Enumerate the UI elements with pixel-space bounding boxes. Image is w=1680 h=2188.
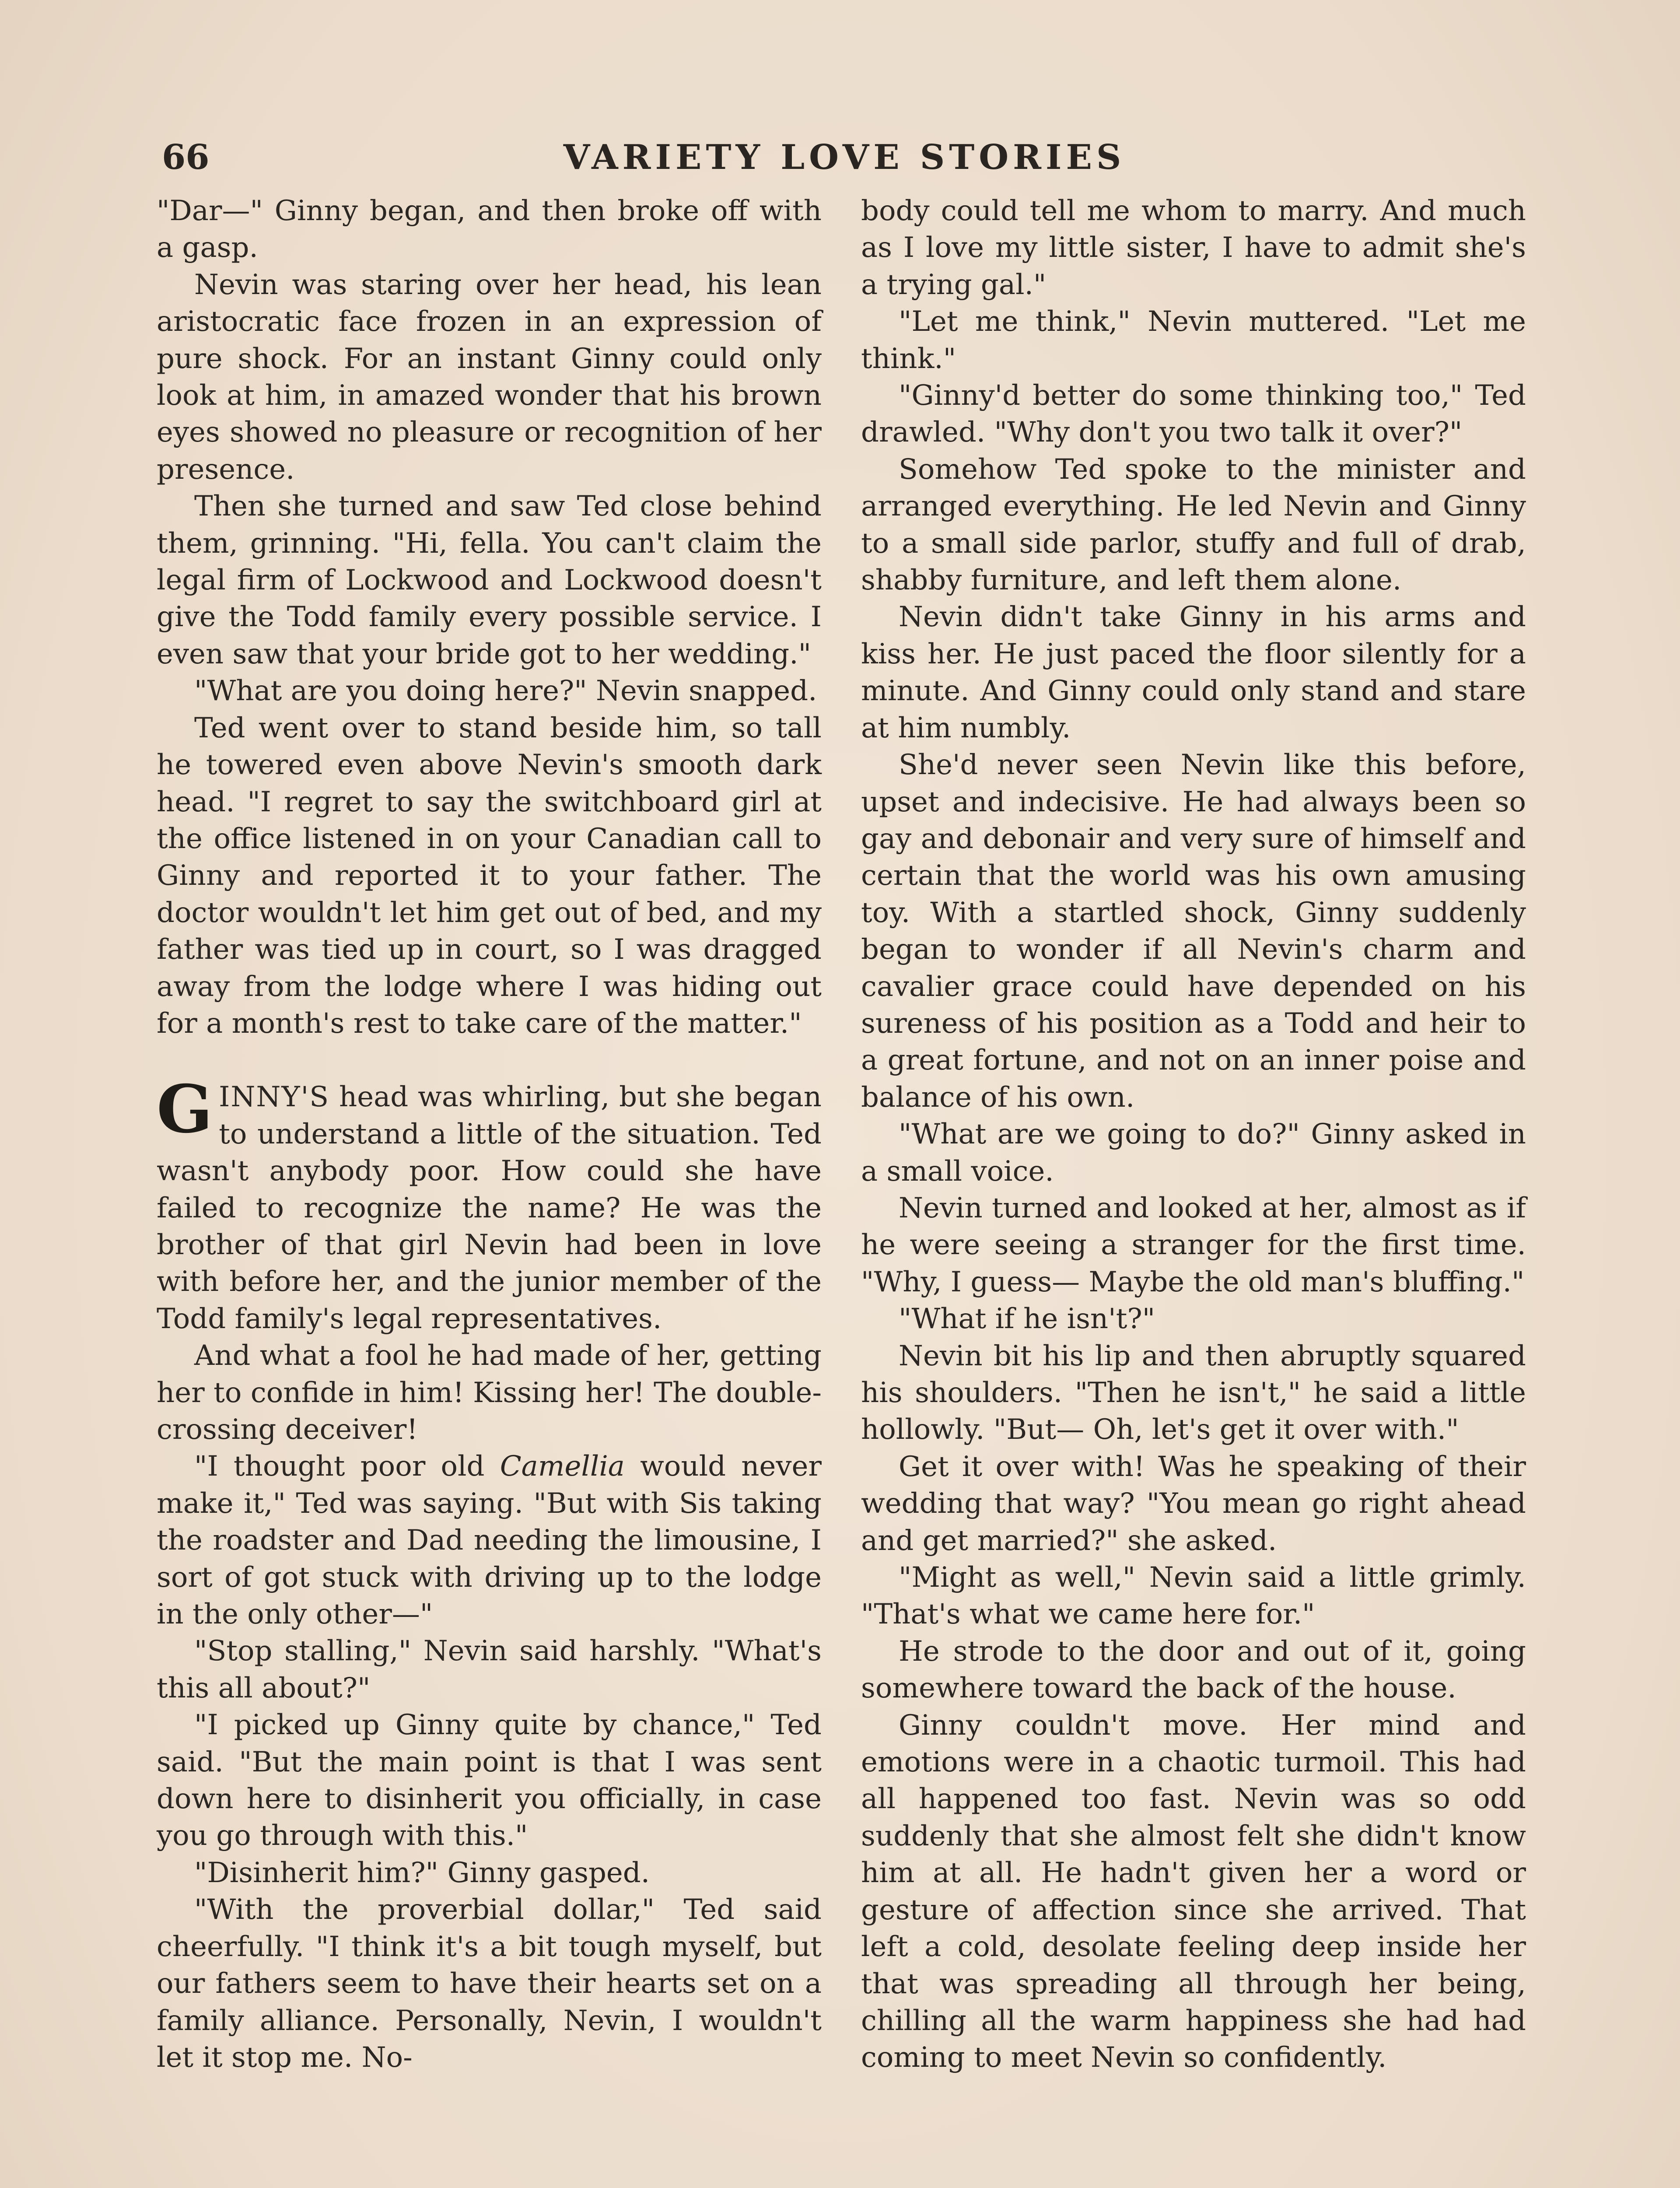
paragraph-text: would never make it," Ted was saying. "But with Sis taking the roadster and Dad needing the limousine, I sort of got stuck with driving up to the lodge in the only other—" [157, 1450, 822, 1631]
paragraph: "Ginny'd better do some thinking too," Ted drawled. "Why don't you two talk it over?" [861, 379, 1526, 449]
paragraph-text: "I thought poor old [194, 1450, 500, 1483]
drop-cap: G [157, 1071, 213, 1148]
paragraph: Then she turned and saw Ted close behind them, grinning. "Hi, fella. You can't claim the legal firm of Lockwood and Lockwood doesn't give the Todd family every possible service. I even saw that your bride got to her wedding." [157, 490, 822, 670]
paragraph: Ginny couldn't move. Her mind and emotions were in a chaotic turmoil. This had all happened too fast. Nevin was so odd suddenly that she almost felt she didn't know him at all. He hadn't given her a word or gesture of affection since she arrived. That left a cold, desolate feeling deep inside her that was spreading all through her being, chilling all the warm happiness she had had coming to meet Nevin so confidently. [861, 1709, 1526, 2074]
paragraph: Get it over with! Was he speaking of their wedding that way? "You mean go right ahead and get married?" she asked. [861, 1450, 1526, 1557]
paragraph: body could tell me whom to marry. And much as I love my little sister, I have to admit she's a trying gal." [861, 195, 1526, 301]
paragraph: "With the proverbial dollar," Ted said cheerfully. "I think it's a bit tough myself, but our fathers seem to have their hearts set on a family alliance. Personally, Nevin, I wouldn't let it stop me. No- [157, 1893, 822, 2074]
paragraph: Nevin bit his lip and then abruptly squared his shoulders. "Then he isn't," he said a little hollowly. "But— Oh, let's get it over with." [861, 1339, 1526, 1446]
paragraph: "Disinherit him?" Ginny gasped. [194, 1856, 650, 1889]
paragraph: She'd never seen Nevin like this before, upset and indecisive. He had always been so gay and debonair and very sure of himself and certain that the world was his own amusing toy. With a startled shock, Ginny suddenly began to wonder if all Nevin's charm and cavalier grace could have depended on his sureness of his position as a Todd and heir to a great fortune, and not on an inner poise and balance of his own. [861, 749, 1526, 1114]
paragraph: "What if he isn't?" [899, 1303, 1155, 1336]
section-start-paragraph [157, 1071, 822, 1337]
paragraph: "Let me think," Nevin muttered. "Let me think." [861, 305, 1526, 375]
italic-name: Camellia [500, 1450, 625, 1483]
paragraph [157, 1448, 822, 1633]
left-column [157, 193, 822, 2076]
paragraph: And what a fool he had made of her, getting her to confide in him! Kissing her! The double-crossing deceiver! [157, 1339, 822, 1446]
paragraph: He strode to the door and out of it, going somewhere toward the back of the house. [861, 1635, 1526, 1705]
right-column [861, 193, 1526, 2076]
running-title: VARIETY LOVE STORIES [563, 137, 1126, 177]
paragraph: "What are we going to do?" Ginny asked in a small voice. [861, 1118, 1526, 1188]
paragraph: Somehow Ted spoke to the minister and arranged everything. He led Nevin and Ginny to a small side parlor, stuffy and full of drab, shabby furniture, and left them alone. [861, 453, 1526, 597]
lead-in: INNY'S [219, 1081, 330, 1114]
paragraph: "Stop stalling," Nevin said harshly. "What's this all about?" [157, 1635, 822, 1704]
paragraph: Nevin was staring over her head, his lean aristocratic face frozen in an expression of pure shock. For an instant Ginny could only look at him, in amazed wonder that his brown eyes showed no pleasure or recognition of her presence. [157, 268, 822, 486]
page-header [158, 131, 1531, 184]
paragraph-text: head was whirling, but she began to understand a little of the situation. Ted wasn't anybody poor. How could she have failed to recognize the name? He was the brother of that girl Nevin had been in love with before her, and the junior member of the Todd family's legal representatives. [157, 1081, 822, 1335]
paragraph: "I picked up Ginny quite by chance," Ted said. "But the main point is that I was sent down here to disinherit you officially, in case you go through with this." [157, 1709, 822, 1852]
paragraph: "Dar—" Ginny began, and then broke off with a gasp. [157, 195, 822, 264]
paragraph: Nevin turned and looked at her, almost as if he were seeing a stranger for the first time. "Why, I guess— Maybe the old man's bluffing." [861, 1192, 1526, 1298]
paragraph: Ted went over to stand beside him, so tall he towered even above Nevin's smooth dark head. "I regret to say the switchboard girl at the office listened in on your Canadian call to Ginny and reported it to your father. The doctor wouldn't let him get out of bed, and my father was tied up in court, so I was dragged away from the lodge where I was hiding out for a month's rest to take care of the matter." [157, 712, 822, 1040]
paragraph: "Might as well," Nevin said a little grimly. "That's what we came here for." [861, 1561, 1526, 1631]
paragraph: Nevin didn't take Ginny in his arms and kiss her. He just paced the floor silently for a minute. And Ginny could only stand and stare at him numbly. [861, 601, 1526, 744]
page-number: 66 [162, 137, 210, 177]
paragraph: "What are you doing here?" Nevin snapped. [194, 675, 817, 708]
